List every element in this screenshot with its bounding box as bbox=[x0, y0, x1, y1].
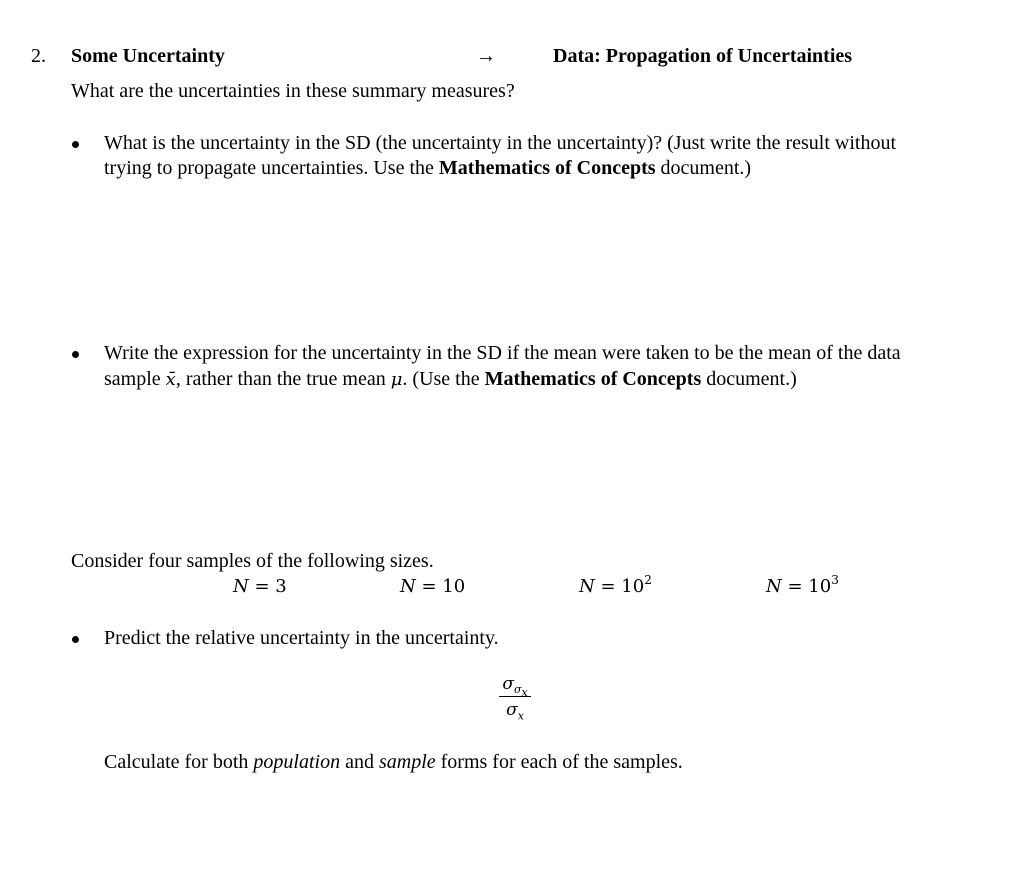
bullet2-line2 bbox=[104, 367, 797, 392]
bullet1-line2 bbox=[104, 156, 751, 181]
mu-symbol: μ bbox=[390, 369, 403, 390]
bullet-icon bbox=[72, 141, 79, 148]
n-var: N bbox=[400, 576, 416, 597]
sigma-symbol: σ bbox=[502, 674, 514, 694]
bullet3-text: Predict the relative uncertainty in the uncertainty. bbox=[104, 627, 499, 649]
size-value: 10 bbox=[808, 576, 832, 597]
samples-intro: Consider four samples of the following sizes. bbox=[71, 550, 434, 572]
bullet2-line1: Write the expression for the uncertainty in the SD if the mean were taken to be the mean of the data bbox=[104, 342, 901, 364]
sigma-subscript: σ bbox=[513, 683, 522, 697]
n-var: N bbox=[233, 576, 249, 597]
doc-reference: Mathematics of Concepts bbox=[438, 157, 656, 179]
bullet-icon bbox=[72, 351, 79, 358]
doc-reference: Mathematics of Concepts bbox=[484, 368, 702, 390]
bullet2-line2-pre: sample bbox=[104, 368, 166, 390]
bullet1-line1: What is the uncertainty in the SD (the uncertainty in the uncertainty)? (Just write the result without bbox=[104, 132, 897, 154]
sample-term: sample bbox=[378, 751, 436, 773]
population-term: population bbox=[253, 751, 341, 773]
bullet1-line2-post: document.) bbox=[655, 157, 752, 179]
sample-size-2 bbox=[400, 574, 465, 599]
size-exponent: 3 bbox=[831, 573, 839, 587]
calc-post: forms for each of the samples. bbox=[435, 751, 683, 773]
fraction-denominator bbox=[497, 700, 533, 723]
sample-size-3 bbox=[579, 574, 652, 599]
question-prompt: What are the uncertainties in these summary measures? bbox=[71, 80, 515, 102]
bullet2-line2-mid2: . (Use the bbox=[402, 368, 485, 390]
bullet1-line2-pre: trying to propagate uncertainties. Use the bbox=[104, 157, 439, 179]
n-var: N bbox=[579, 576, 595, 597]
bullet2-line2-post: document.) bbox=[701, 368, 797, 390]
size-exponent: 2 bbox=[644, 573, 652, 587]
xbar-symbol: x̄ bbox=[165, 369, 176, 390]
question-title: Some Uncertainty bbox=[71, 45, 225, 67]
equals: = bbox=[781, 576, 809, 597]
calc-mid: and bbox=[340, 751, 379, 773]
fraction-numerator bbox=[497, 674, 533, 700]
calc-instruction bbox=[104, 750, 683, 775]
bullet2-line2-mid: , rather than the true mean bbox=[175, 368, 391, 390]
n-var: N bbox=[766, 576, 782, 597]
equals: = bbox=[415, 576, 443, 597]
x-subscript: x bbox=[517, 709, 524, 723]
calc-pre: Calculate for both bbox=[104, 751, 254, 773]
sigma-symbol: σ bbox=[506, 700, 518, 720]
arrow-icon: → bbox=[476, 45, 496, 67]
sample-size-4 bbox=[766, 574, 839, 599]
equals: = bbox=[594, 576, 622, 597]
relative-uncertainty-fraction bbox=[497, 674, 533, 723]
linked-topic[interactable]: Data: Propagation of Uncertainties bbox=[553, 45, 853, 67]
equals: = bbox=[248, 576, 276, 597]
size-value: 3 bbox=[275, 576, 287, 597]
size-value: 10 bbox=[621, 576, 645, 597]
bullet-icon bbox=[72, 636, 79, 643]
size-value: 10 bbox=[442, 576, 466, 597]
question-number: 2. bbox=[31, 45, 46, 67]
x-subscript: x bbox=[521, 686, 528, 700]
sample-size-1 bbox=[233, 574, 287, 599]
